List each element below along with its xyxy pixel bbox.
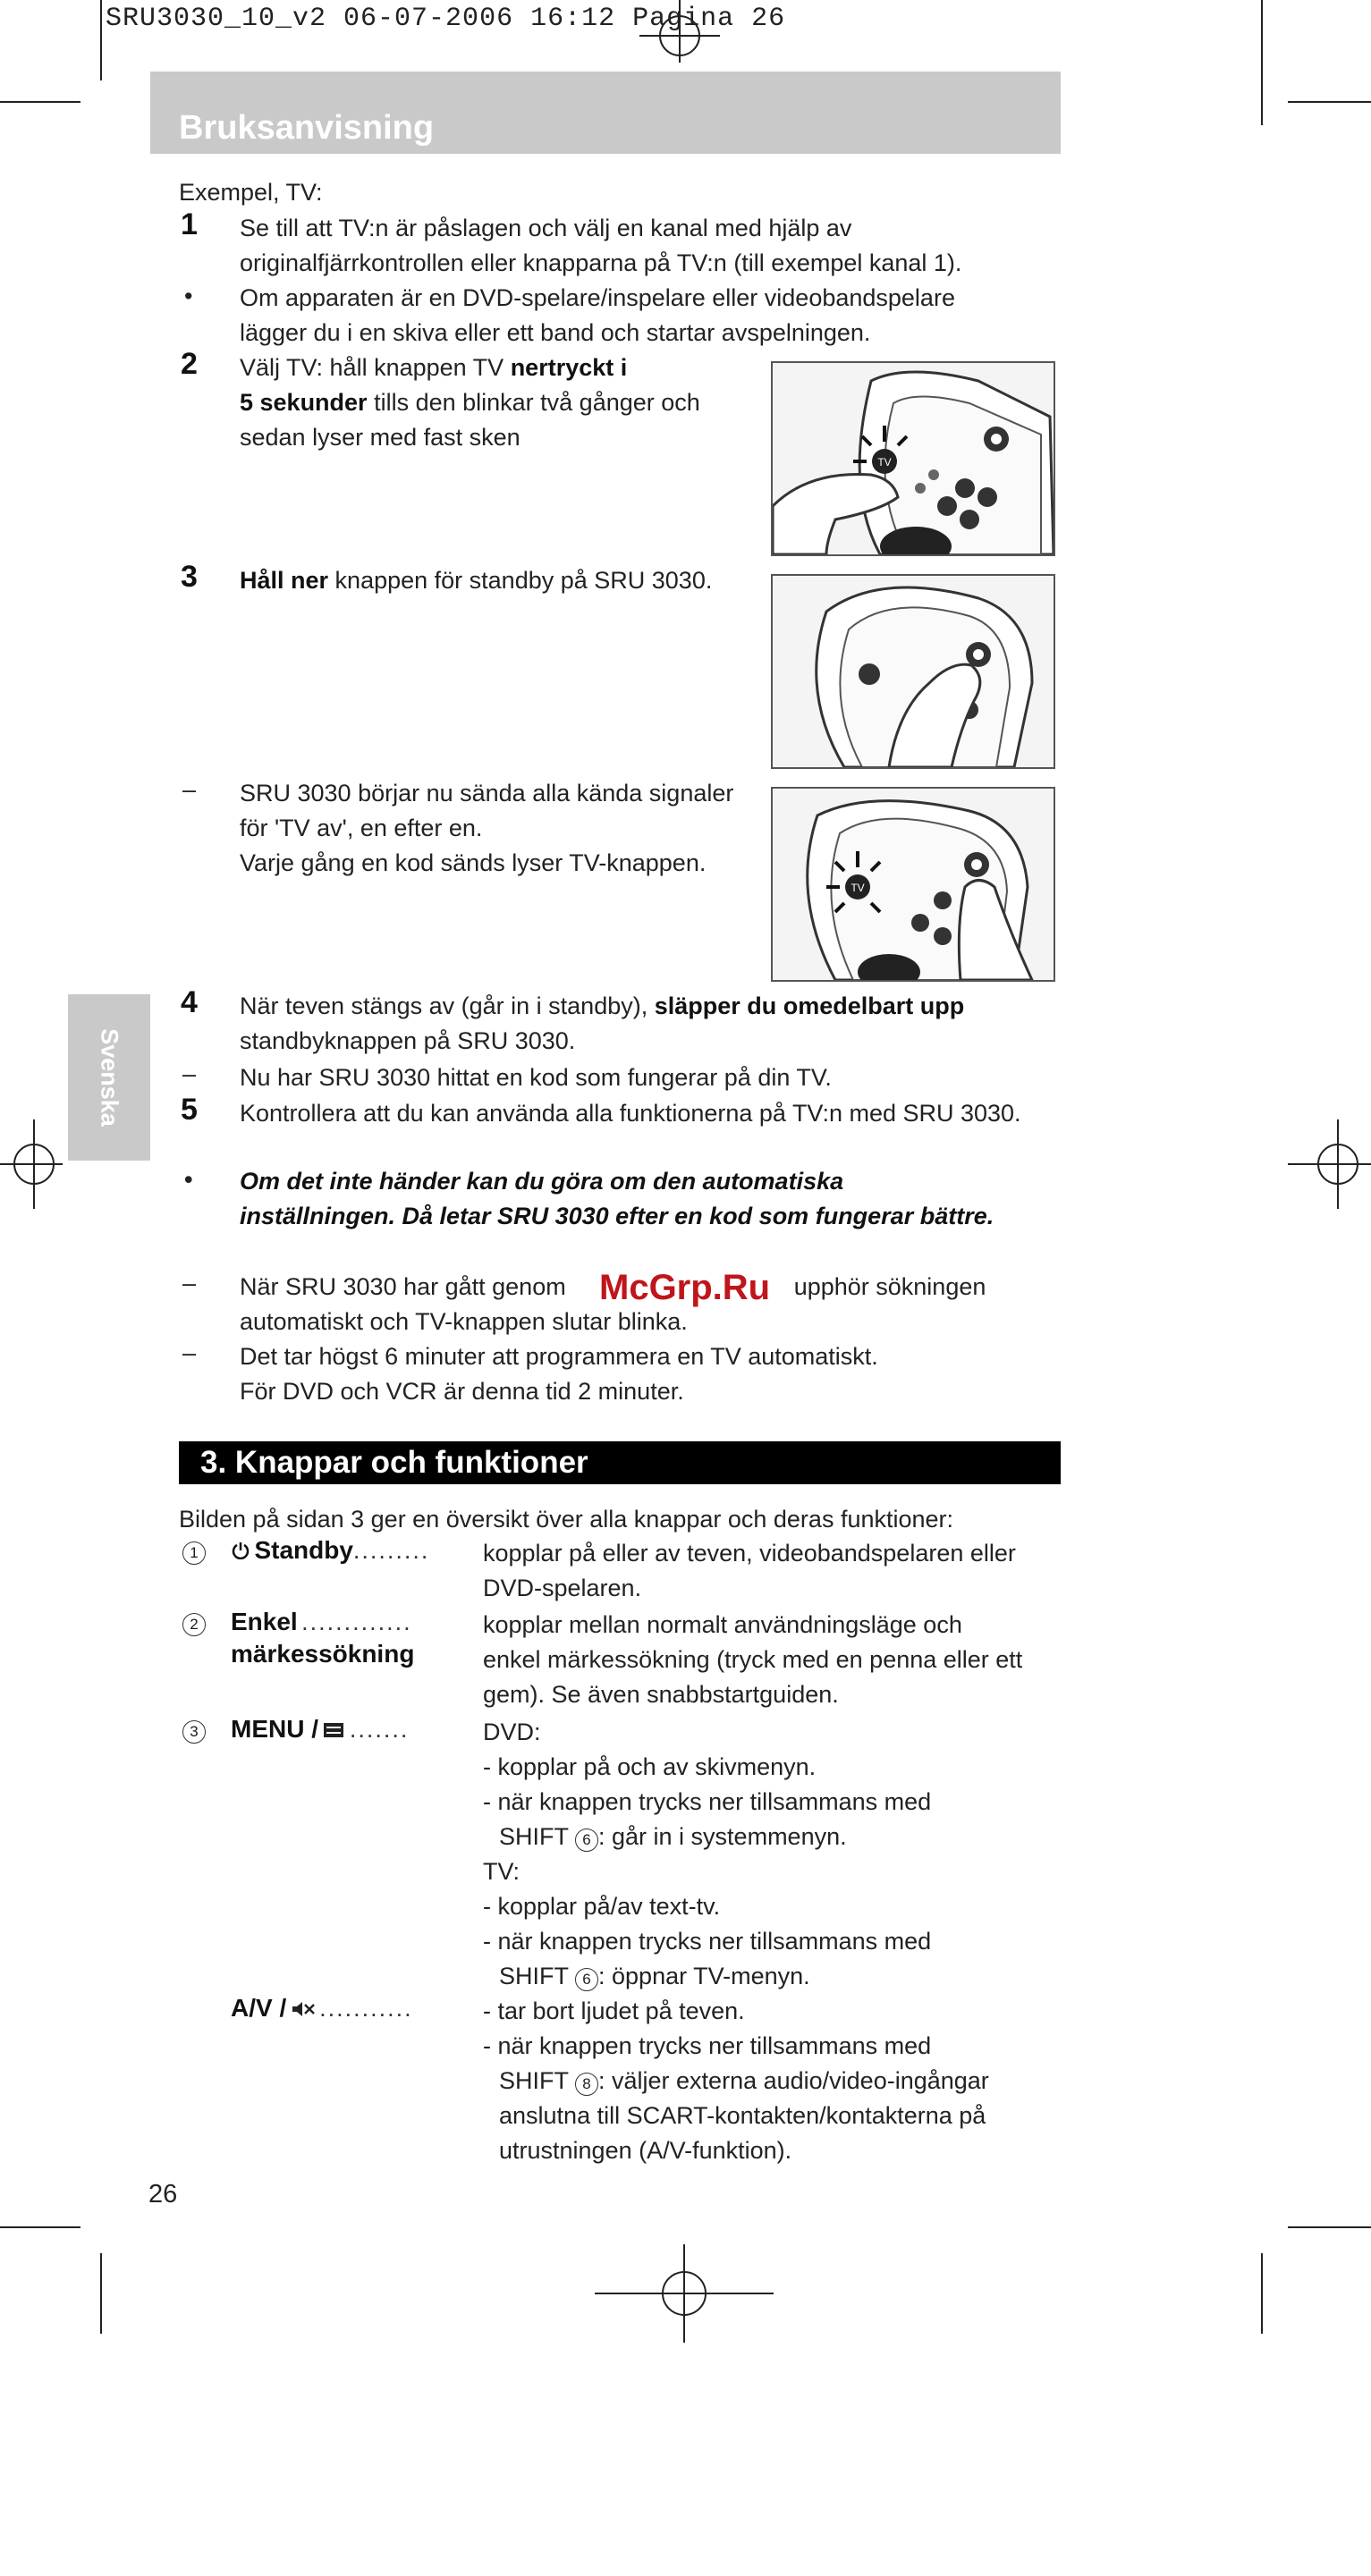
page-number: 26 (148, 2180, 178, 2209)
dash-1-text: SRU 3030 börjar nu sända alla kända signaler för 'TV av', en efter en. Varje gång en kod sänds lyser TV-knappen. (240, 780, 734, 876)
key-3-name: MENU / ....... (231, 1715, 410, 1743)
key-1-description: kopplar på eller av teven, videobandspelaren eller DVD-spelaren. (483, 1540, 1016, 1601)
key-2-description: kopplar mellan normalt användningsläge och enkel märkessökning (tryck med en penna eller ett gem). Se även snabbstartguiden. (483, 1611, 1023, 1708)
remote-photo-blinking-tv (771, 787, 1055, 982)
section-title: 3. Knappar och funktioner (200, 1445, 588, 1480)
step-1-number: 1 (181, 207, 198, 241)
remote-photo-standby-press (771, 574, 1055, 769)
watermark: McGrp.Ru (599, 1268, 771, 1307)
tv-key-label-blink: TV (851, 882, 865, 894)
key-2-marker: 2 (182, 1613, 206, 1636)
teletext-icon (322, 1721, 345, 1739)
step-3-text: Håll ner knappen för standby på SRU 3030. (240, 567, 713, 594)
step-2-number: 2 (181, 347, 198, 381)
step-2-text: Välj TV: håll knappen TV nertryckt i 5 sekunder tills den blinkar två gånger och sedan lyser med fast sken (240, 354, 700, 451)
step-5-text: Kontrollera att du kan använda alla funktionerna på TV:n med SRU 3030. (240, 1100, 1021, 1127)
key-1-marker: 1 (182, 1541, 206, 1565)
registration-mark-bottom (595, 2244, 774, 2343)
remote-photo-tv-button (771, 361, 1055, 556)
title-band (150, 72, 1061, 154)
step-4-number: 4 (181, 985, 198, 1019)
power-icon (231, 1541, 250, 1560)
key-av-description: - tar bort ljudet på teven. - när knappen trycks ner tillsammans med SHIFT 8 : väljer externa audio/video-ingångar anslutna till SCART-kontakten/kontakterna på utrustningen (A/V-funktion). (483, 1997, 989, 2164)
dash-3-symbol: – (182, 1270, 197, 1296)
tv-key-label: TV (877, 456, 892, 469)
step-1-text: Se till att TV:n är påslagen och välj en kanal med hjälp av originalfjärrkontrollen eller knapparna på TV:n (till exempel kanal 1). (240, 215, 962, 276)
mute-icon (291, 1999, 316, 2019)
key-3-marker: 3 (182, 1720, 206, 1744)
dash-3-text: När SRU 3030 har gått genom upphör sökningen automatiskt och TV-knappen slutar blinka. (240, 1273, 986, 1335)
key-av-name: A/V / ........... (231, 1994, 413, 2022)
registration-mark-right (1288, 1119, 1371, 1209)
dash-4-text: Det tar högst 6 minuter att programmera en TV automatiskt. För DVD och VCR är denna tid 2 minuter. (240, 1343, 878, 1405)
key-1-name: Standby......... (231, 1536, 429, 1565)
bullet-1-symbol: • (184, 283, 193, 309)
dash-1-symbol: – (182, 776, 197, 803)
bullet-2-text: Om det inte händer kan du göra om den automatiska inställningen. Då letar SRU 3030 efter en kod som fungerar bättre. (240, 1168, 994, 1229)
section-heading-bar (179, 1441, 1061, 1484)
dash-2-symbol: – (182, 1060, 197, 1087)
dash-2-text: Nu har SRU 3030 hittat en kod som fungerar på din TV. (240, 1064, 832, 1091)
intro-text: Exempel, TV: (179, 179, 323, 206)
registration-mark-left (0, 1119, 63, 1209)
key-3-description: DVD: - kopplar på och av skivmenyn. - när knappen trycks ner tillsammans med SHIFT 6 : går in i systemmenyn. TV: - kopplar på/av text-tv. - när knappen trycks ner tillsammans med SHIFT 6 : öppnar TV-menyn. (483, 1719, 932, 1989)
bullet-2-symbol: • (184, 1166, 193, 1193)
language-tab (68, 994, 150, 1161)
step-4-text: När teven stängs av (går in i standby), släpper du omedelbart upp standbyknappen på SRU 3030. (240, 992, 965, 1054)
bullet-1-text: Om apparaten är en DVD-spelare/inspelare eller videobandspelare lägger du i en skiva eller ett band och startar avspelningen. (240, 284, 955, 346)
dash-4-symbol: – (182, 1339, 197, 1366)
step-3-number: 3 (181, 560, 198, 594)
section-intro: Bilden på sidan 3 ger en översikt över alla knappar och deras funktioner: (179, 1506, 954, 1533)
language-tab-label: Svenska (96, 1028, 123, 1127)
print-header: SRU3030_10_v2 06-07-2006 16:12 Pagina 26 (106, 4, 786, 34)
registration-mark-top (639, 0, 720, 63)
step-5-number: 5 (181, 1093, 198, 1127)
key-2-name: Enkel ............. märkessökning (231, 1608, 415, 1668)
band-title: Bruksanvisning (179, 109, 435, 147)
